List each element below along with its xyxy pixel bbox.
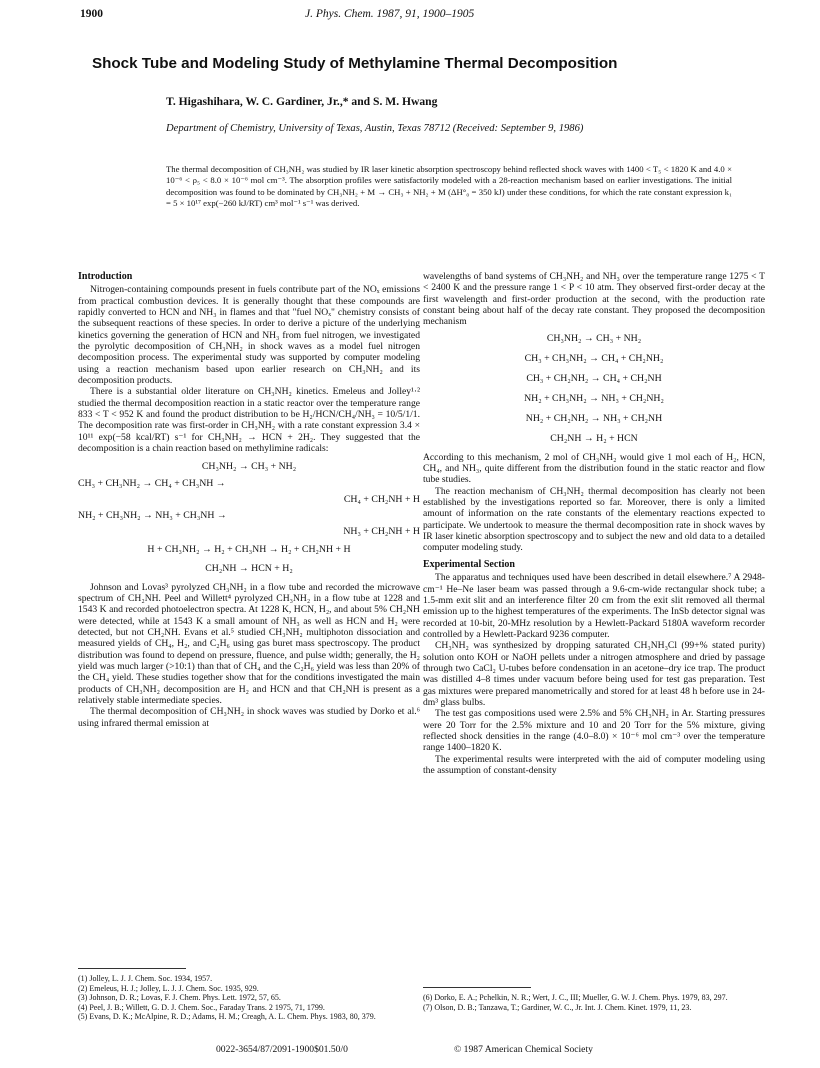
footnote: (6) Dorko, E. A.; Pchelkin, N. R.; Wert, J. C., III; Mueller, G. W. J. Chem. Phys. 1979, 83, 297. [423,993,728,1002]
mechanism-step: CH₃NH₂ → CH₃ + NH₂ [546,332,642,344]
affiliation: Department of Chemistry, University of Texas, Austin, Texas 78712 (Received: September 9, 1986) [166,123,584,134]
experimental-paragraph-2: CH₃NH₂ was synthesized by dropping saturated CH₃NH₃Cl (99+% stated purity) solution onto KOH or NaOH pellets under a nitrogen atmosphere and dried by passage through two CaCl₂ U-tubes before condensation in an acetone–dry ice trap. The product was distilled 4–8 times under vacuum before being used for test gas preparation. Test gas mixtures were prepared manometrically and stored for at least 48 h before use in 24-dm³ glass bulbs. [423,640,765,708]
page-number: 1900 [80,8,103,20]
equation-5: CH₂NH → HCN + H₂ [205,562,293,574]
experimental-paragraph-4: The experimental results were interpreted with the aid of computer modeling using the assumption of constant-density [423,753,765,776]
left-column [78,271,420,729]
right-column [423,271,765,776]
footnote: (2) Emeleus, H. J.; Jolley, L. J. J. Chem. Soc. 1935, 929. [78,983,259,993]
equation-4: H + CH₃NH₂ → H₂ + CH₃NH → H₂ + CH₂NH + H [147,543,351,555]
intro-paragraph-3: Johnson and Lovas³ pyrolyzed CH₃NH₂ in a flow tube and recorded the microwave spectrum of CH₂NH. Peel and Willett⁴ pyrolyzed CH₃NH₂ in a flow tube at 1228 and 1543 K and recorded photoelectron spectra. At 1228 K, HCN, H₂, and about 5% CH₂NH were detected, while at 1543 K a small amount of NH₃ as well as HCN and H₂ were detected, but not CH₂NH. Evans et al.⁵ studied CH₃NH₂ multiphoton dissociation and measured yields of CH₄, H₂, and C₂H₆ using gas buret mass spectroscopy. The product distribution was found to depend on pressure, fluence, and pulse width; generally, the H₂ yield was much larger (>10:1) than that of CH₄ and the C₂H₆ yield was less than 20% of the CH₄ yield. These studies together show that for the conditions investigated the main products of CH₃NH₂ decomposition are H₂ and HCN and that CH₂NH is present as a relatively stable intermediate species. [78,581,420,706]
right-footnotes [423,993,765,1012]
footnote: (5) Evans, D. K.; McAlpine, R. D.; Adams, H. M.; Creagh, A. L. Chem. Phys. 1983, 80, 379. [78,1012,376,1022]
abstract: The thermal decomposition of CH₃NH₂ was studied by IR laser kinetic absorption spectroscopy behind reflected shock waves with 1400 < T₅ < 1820 K and 4.0 × 10⁻⁶ < ρ₅ < 8.0 × 10⁻⁶ mol cm⁻³. The absorption profiles were satisfactorily modeled with a 28-reaction mechanism based on earlier investigations. The initial decomposition was found to be dominated by CH₃NH₂ + M → CH₃ + NH₂ + M (ΔH°₀ = 350 kJ) under these conditions, for which the rate constant expression k₁ = 5 × 10¹⁷ exp(−260 kJ/RT) cm³ mol⁻¹ s⁻¹ was derived. [166,164,732,209]
intro-paragraph-4: The thermal decomposition of CH₃NH₂ in shock waves was studied by Dorko et al.⁶ using infrared thermal emission at [78,706,420,729]
footnote: (4) Peel, J. B.; Willett, G. D. J. Chem. Soc., Faraday Trans. 2 1975, 71, 1799. [78,1002,325,1012]
equation-2b: CH₄ + CH₂NH + H [343,493,420,505]
experimental-heading: Experimental Section [423,558,515,570]
introduction-heading: Introduction [78,271,133,282]
mechanism-step: NH₂ + CH₃NH₂ → NH₃ + CH₂NH₂ [524,392,664,404]
experimental-paragraph-3: The test gas compositions used were 2.5% and 5% CH₃NH₂ in Ar. Starting pressures were 20 Torr for the 2.5% mixture and 10 and 20 Torr for the 5% mixture, giving reflected shock densities in the range (4.0–8.0) × 10⁻⁶ mol cm⁻³ over the temperature range 1400–1820 K. [423,708,765,754]
footnote: (1) Jolley, L. J. J. Chem. Soc. 1934, 1957. [78,974,213,983]
mechanism-step: CH₃ + CH₂NH₂ → CH₄ + CH₂NH [526,372,662,384]
journal-citation: J. Phys. Chem. 1987, 91, 1900–1905 [305,8,475,20]
article-title: Shock Tube and Modeling Study of Methylamine Thermal Decomposition [92,55,618,72]
intro-paragraph-1: Nitrogen-containing compounds present in fuels contribute part of the NOₓ emissions from practical combustion devices. It is generally thought that these compounds are rapidly converted to HCN and NH₃ in flames and that "fuel NOₓ" chemistry consists of the subsequent reactions of these species. In order to derive a picture of the underlying kinetics governing the generation of HCN and NH₃ from fuel nitrogen, we investigated the pyrolytic decomposition of CH₃NH₂ in shock waves as a model fuel nitrogen decomposition process. The experimental study was supported by computer modeling using a reaction mechanism based upon earlier research on CH₃NH₂ and its decomposition products. [78,284,420,387]
intro-paragraph-6: According to this mechanism, 2 mol of CH₃NH₂ would give 1 mol each of H₂, HCN, CH₄, and NH₃, quite different from the distribution found in the static reactor and flow tube studies. [423,451,765,486]
footnote-rule [423,987,531,988]
equation-2a: CH₃ + CH₃NH₂ → CH₄ + CH₃NH → [78,477,226,489]
intro-paragraph-7: The reaction mechanism of CH₃NH₂ thermal decomposition has clearly not been established by the investigations reported so far. Moreover, there is only a limited amount of information on the rate constants of the elementary reactions expected to participate. We undertook to measure the thermal decomposition rate in shock waves by IR laser kinetic absorption spectroscopy and to subject the new and old data to a detailed computer modeling study. [423,485,765,554]
intro-paragraph-5: wavelengths of band systems of CH₃NH₂ and NH₃ over the temperature range 1275 < T < 2400 K and the pressure range 1 < P < 10 atm. They observed first-order decay at the first wavelength and first-order production at the second, with the production rate constant being about half of the decay rate constant. They proposed the decomposition mechanism [423,271,765,328]
mechanism-step: NH₂ + CH₂NH₂ → NH₃ + CH₂NH [525,412,663,424]
mechanism-step: CH₂NH → H₂ + HCN [550,432,638,444]
footnote: (7) Olson, D. B.; Tanzawa, T.; Gardiner, W. C., Jr. Int. J. Chem. Kinet. 1979, 11, 23. [423,1002,692,1012]
equation-1: CH₃NH₂ → CH₃ + NH₂ [201,460,297,472]
footer-copyright: © 1987 American Chemical Society [454,1044,593,1055]
experimental-paragraph-1: The apparatus and techniques used have been described in detail elsewhere.⁷ A 2948-cm⁻¹ He–Ne laser beam was passed through a 9.6-cm-wide rectangular shock tube; a 1.5-mm exit slit and an interference filter 20 cm from the exit slit removed all thermal emission up to the highest temperatures of the experiments. The InSb detector signal was recorded at 10-bit, 20-MHz resolution by a Hewlett-Packard 5180A waveform recorder controlled by a Hewlett-Packard 9236 computer. [423,572,765,640]
mechanism-step: CH₃ + CH₃NH₂ → CH₄ + CH₂NH₂ [524,352,664,364]
intro-paragraph-2: There is a substantial older literature on CH₃NH₂ kinetics. Emeleus and Jolley¹·² studied the thermal decomposition reaction in a static reactor over the temperature range 833 < T < 952 K and found the product distribution to be H₂/HCN/CH₄/NH₃ = 10/5/1/1. The decomposition rate was first-order in CH₃NH₂ with a rate constant expression 3.4 × 10¹¹ exp(−58 kcal/RT) s⁻¹ for CH₃NH₂ → HCN + 2H₂. They suggested that the decomposition is a chain reaction based on methylimine radicals: [78,386,420,455]
equation-3a: NH₂ + CH₃NH₂ → NH₃ + CH₃NH → [78,509,227,521]
footnote-rule [78,968,186,969]
author-list: T. Higashihara, W. C. Gardiner, Jr.,* and S. M. Hwang [166,95,438,108]
left-footnotes [78,974,420,1022]
equation-3b: NH₃ + CH₂NH + H [343,525,420,537]
footer-code: 0022-3654/87/2091-1900$01.50/0 [216,1044,348,1055]
footnote: (3) Johnson, D. R.; Lovas, F. J. Chem. Phys. Lett. 1972, 57, 65. [78,993,281,1003]
